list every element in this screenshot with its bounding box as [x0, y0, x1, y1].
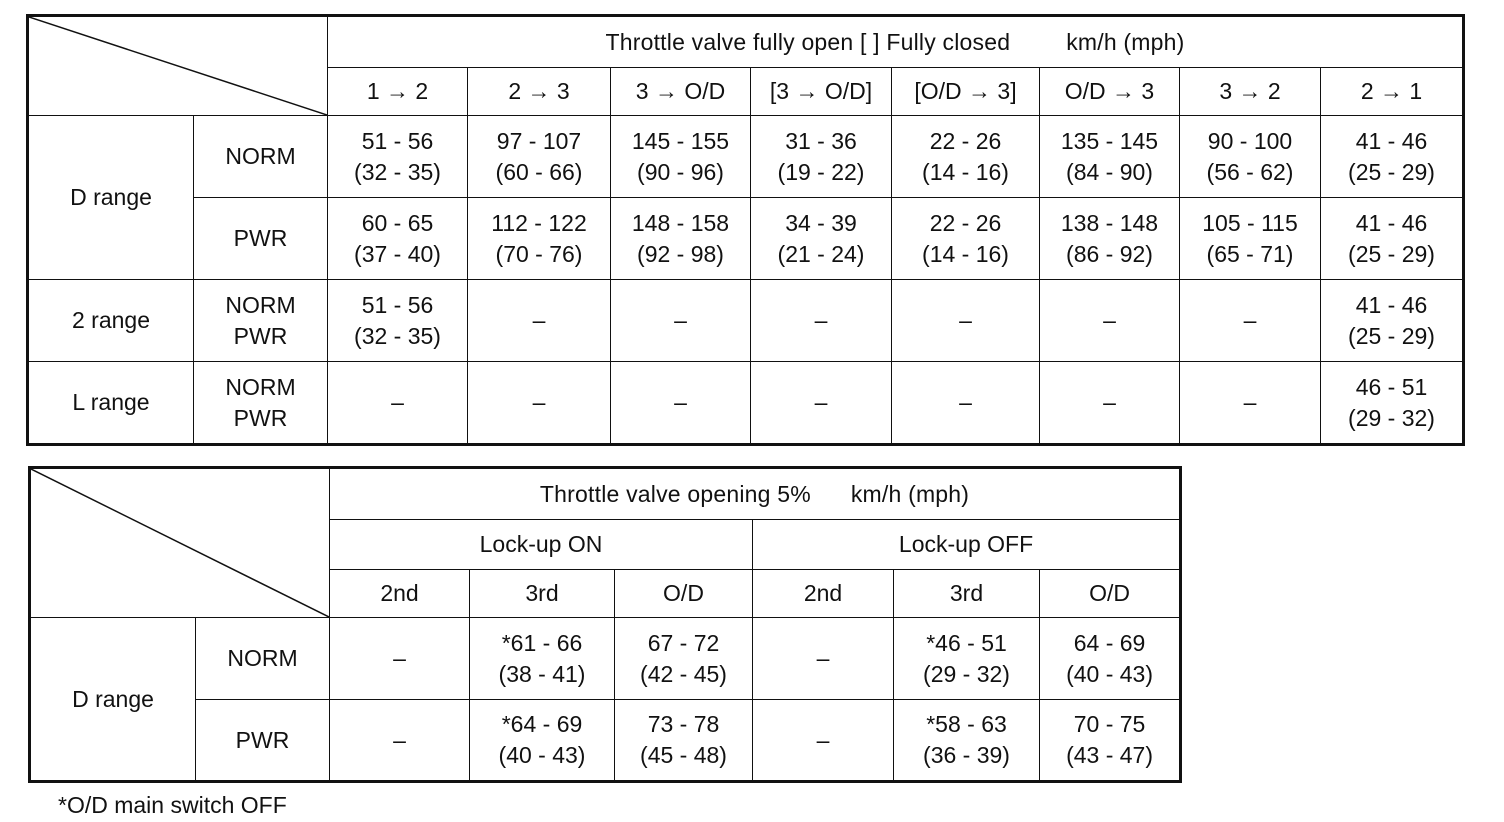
data-cell	[1180, 116, 1321, 198]
col-header: 2nd	[330, 570, 470, 618]
data-cell	[892, 198, 1040, 280]
kmh-value: 138 - 148	[1060, 209, 1159, 236]
table-row	[28, 362, 1464, 445]
data-cell	[468, 280, 611, 362]
data-cell	[1040, 280, 1180, 362]
data-cell	[753, 700, 894, 782]
kmh-value: 34 - 39	[785, 209, 857, 236]
kmh-value: 46 - 51	[1355, 373, 1428, 400]
mph-value: (56 - 62)	[1206, 158, 1294, 185]
col-header: [3 → O/D]	[751, 68, 892, 116]
data-cell	[1180, 362, 1321, 445]
table2-title-text: Throttle valve opening 5%	[539, 480, 811, 507]
table1-unit: km/h (mph)	[1066, 28, 1185, 55]
table-row	[28, 280, 1464, 362]
data-cell	[894, 618, 1040, 700]
data-cell	[894, 700, 1040, 782]
data-cell	[328, 362, 468, 445]
data-cell	[753, 618, 894, 700]
data-cell	[330, 700, 470, 782]
data-cell	[468, 116, 611, 198]
data-cell	[328, 198, 468, 280]
mph-value: (21 - 24)	[777, 240, 865, 267]
kmh-value: –	[1243, 307, 1257, 333]
col-header: 3 → O/D	[611, 68, 751, 116]
kmh-value: 112 - 122	[491, 209, 587, 236]
kmh-value: –	[816, 645, 830, 671]
header-corner	[30, 468, 330, 618]
data-cell	[470, 700, 615, 782]
col-header: 2 → 3	[468, 68, 611, 116]
data-cell	[751, 116, 892, 198]
table2-unit: km/h (mph)	[850, 480, 970, 507]
mode-pwr: PWR	[233, 404, 288, 431]
mph-value: (38 - 41)	[498, 660, 586, 687]
data-cell	[1180, 280, 1321, 362]
data-cell	[1321, 116, 1464, 198]
col-header: 3rd	[894, 570, 1040, 618]
data-cell	[751, 280, 892, 362]
mph-value: (45 - 48)	[640, 742, 727, 768]
kmh-value: –	[1243, 389, 1257, 415]
mode-label	[194, 362, 328, 445]
kmh-value: –	[391, 389, 404, 415]
table-row	[28, 198, 1464, 280]
data-cell	[468, 198, 611, 280]
mph-value: (14 - 16)	[922, 240, 1009, 267]
table1-title	[328, 16, 1464, 68]
mph-value: (40 - 43)	[498, 742, 586, 768]
kmh-value: 41 - 46	[1355, 127, 1428, 154]
mph-value: (90 - 96)	[637, 158, 724, 185]
mph-value: (86 - 92)	[1066, 240, 1153, 267]
data-cell	[611, 362, 751, 445]
table1-title-text: Throttle valve fully open [ ] Fully closed	[605, 28, 1011, 55]
kmh-value: 64 - 69	[1073, 629, 1146, 656]
data-cell	[1040, 700, 1181, 782]
mph-value: (32 - 35)	[354, 158, 441, 185]
mph-value: (25 - 29)	[1348, 322, 1435, 349]
kmh-value: –	[393, 726, 406, 753]
kmh-value: –	[1103, 307, 1116, 333]
mph-value: (25 - 29)	[1348, 240, 1435, 267]
kmh-value: 60 - 65	[361, 209, 434, 236]
mph-value: (60 - 66)	[495, 158, 583, 185]
mph-value: (29 - 32)	[1348, 404, 1435, 431]
diagonal-line	[29, 17, 327, 115]
diagonal-line	[31, 469, 329, 617]
range-label: L range	[28, 362, 194, 445]
data-cell	[751, 362, 892, 445]
range-label: D range	[28, 116, 194, 280]
kmh-value: 97 - 107	[496, 127, 582, 154]
footnote: *O/D main switch OFF	[58, 792, 287, 818]
kmh-value: 148 - 158	[631, 209, 730, 236]
mode-norm: NORM	[225, 291, 296, 318]
shift-point-table	[26, 14, 1465, 446]
data-cell	[611, 198, 751, 280]
kmh-value: –	[674, 307, 687, 333]
kmh-value: 73 - 78	[647, 711, 720, 737]
mph-value: (32 - 35)	[354, 322, 441, 349]
kmh-value: *64 - 69	[501, 711, 583, 737]
mph-value: (65 - 71)	[1206, 240, 1294, 267]
range-label: D range	[30, 618, 196, 782]
col-header: 2nd	[753, 570, 894, 618]
data-cell	[615, 700, 753, 782]
data-cell	[1180, 198, 1321, 280]
mph-value: (92 - 98)	[637, 240, 724, 267]
mode-label: PWR	[196, 700, 330, 782]
mph-value: (70 - 76)	[495, 240, 583, 267]
data-cell	[330, 618, 470, 700]
data-cell	[1321, 198, 1464, 280]
col-header: [O/D → 3]	[892, 68, 1040, 116]
data-cell	[892, 116, 1040, 198]
range-label: 2 range	[28, 280, 194, 362]
kmh-value: *58 - 63	[926, 711, 1007, 737]
kmh-value: –	[816, 726, 830, 753]
kmh-value: 90 - 100	[1207, 127, 1293, 154]
kmh-value: 51 - 56	[361, 127, 434, 154]
kmh-value: 145 - 155	[631, 127, 730, 154]
mph-value: (25 - 29)	[1348, 158, 1435, 185]
kmh-value: –	[532, 307, 546, 333]
kmh-value: –	[393, 645, 406, 671]
data-cell	[615, 618, 753, 700]
col-header: 3rd	[470, 570, 615, 618]
col-header: O/D	[1040, 570, 1181, 618]
kmh-value: –	[959, 307, 972, 333]
group-header-lockup-on: Lock-up ON	[330, 520, 753, 570]
data-cell	[1040, 618, 1181, 700]
kmh-value: *46 - 51	[926, 629, 1007, 656]
data-cell	[611, 116, 751, 198]
kmh-value: –	[532, 389, 546, 415]
mode-label	[194, 280, 328, 362]
data-cell	[470, 618, 615, 700]
kmh-value: 67 - 72	[647, 629, 720, 656]
table-row	[30, 700, 1181, 782]
header-corner	[28, 16, 328, 116]
kmh-value: –	[814, 389, 828, 415]
col-header: O/D	[615, 570, 753, 618]
kmh-value: 70 - 75	[1073, 711, 1146, 737]
data-cell	[328, 116, 468, 198]
data-cell	[468, 362, 611, 445]
mode-label: PWR	[194, 198, 328, 280]
data-cell	[1040, 198, 1180, 280]
group-header-lockup-off: Lock-up OFF	[753, 520, 1181, 570]
mph-value: (37 - 40)	[354, 240, 441, 267]
mode-label: NORM	[196, 618, 330, 700]
mph-value: (36 - 39)	[923, 742, 1010, 768]
data-cell	[1040, 362, 1180, 445]
kmh-value: –	[674, 389, 687, 415]
col-header: O/D → 3	[1040, 68, 1180, 116]
kmh-value: 22 - 26	[929, 127, 1002, 154]
kmh-value: –	[814, 307, 828, 333]
table-row	[28, 116, 1464, 198]
mph-value: (40 - 43)	[1066, 660, 1153, 687]
data-cell	[328, 280, 468, 362]
data-cell	[751, 198, 892, 280]
col-header: 1 → 2	[328, 68, 468, 116]
table-row	[30, 618, 1181, 700]
data-cell	[892, 362, 1040, 445]
kmh-value: –	[959, 389, 972, 415]
kmh-value: –	[1103, 389, 1116, 415]
kmh-value: 41 - 46	[1355, 291, 1428, 318]
col-header: 2 → 1	[1321, 68, 1464, 116]
mph-value: (43 - 47)	[1066, 742, 1153, 768]
lockup-table	[28, 466, 1182, 783]
mode-label: NORM	[194, 116, 328, 198]
kmh-value: *61 - 66	[501, 629, 583, 656]
kmh-value: 31 - 36	[785, 127, 857, 154]
mph-value: (42 - 45)	[640, 660, 727, 687]
mph-value: (14 - 16)	[922, 158, 1009, 185]
data-cell	[892, 280, 1040, 362]
data-cell	[1040, 116, 1180, 198]
mph-value: (29 - 32)	[923, 660, 1010, 687]
mph-value: (84 - 90)	[1066, 158, 1153, 185]
table2-title	[330, 468, 1181, 520]
mph-value: (19 - 22)	[777, 158, 865, 185]
kmh-value: 105 - 115	[1202, 209, 1298, 236]
data-cell	[1321, 280, 1464, 362]
kmh-value: 22 - 26	[929, 209, 1002, 236]
kmh-value: 135 - 145	[1060, 127, 1159, 154]
kmh-value: 41 - 46	[1355, 209, 1428, 236]
data-cell	[1321, 362, 1464, 445]
col-header: 3 → 2	[1180, 68, 1321, 116]
mode-norm: NORM	[225, 373, 296, 400]
kmh-value: 51 - 56	[361, 291, 434, 318]
data-cell	[611, 280, 751, 362]
mode-pwr: PWR	[233, 322, 288, 349]
